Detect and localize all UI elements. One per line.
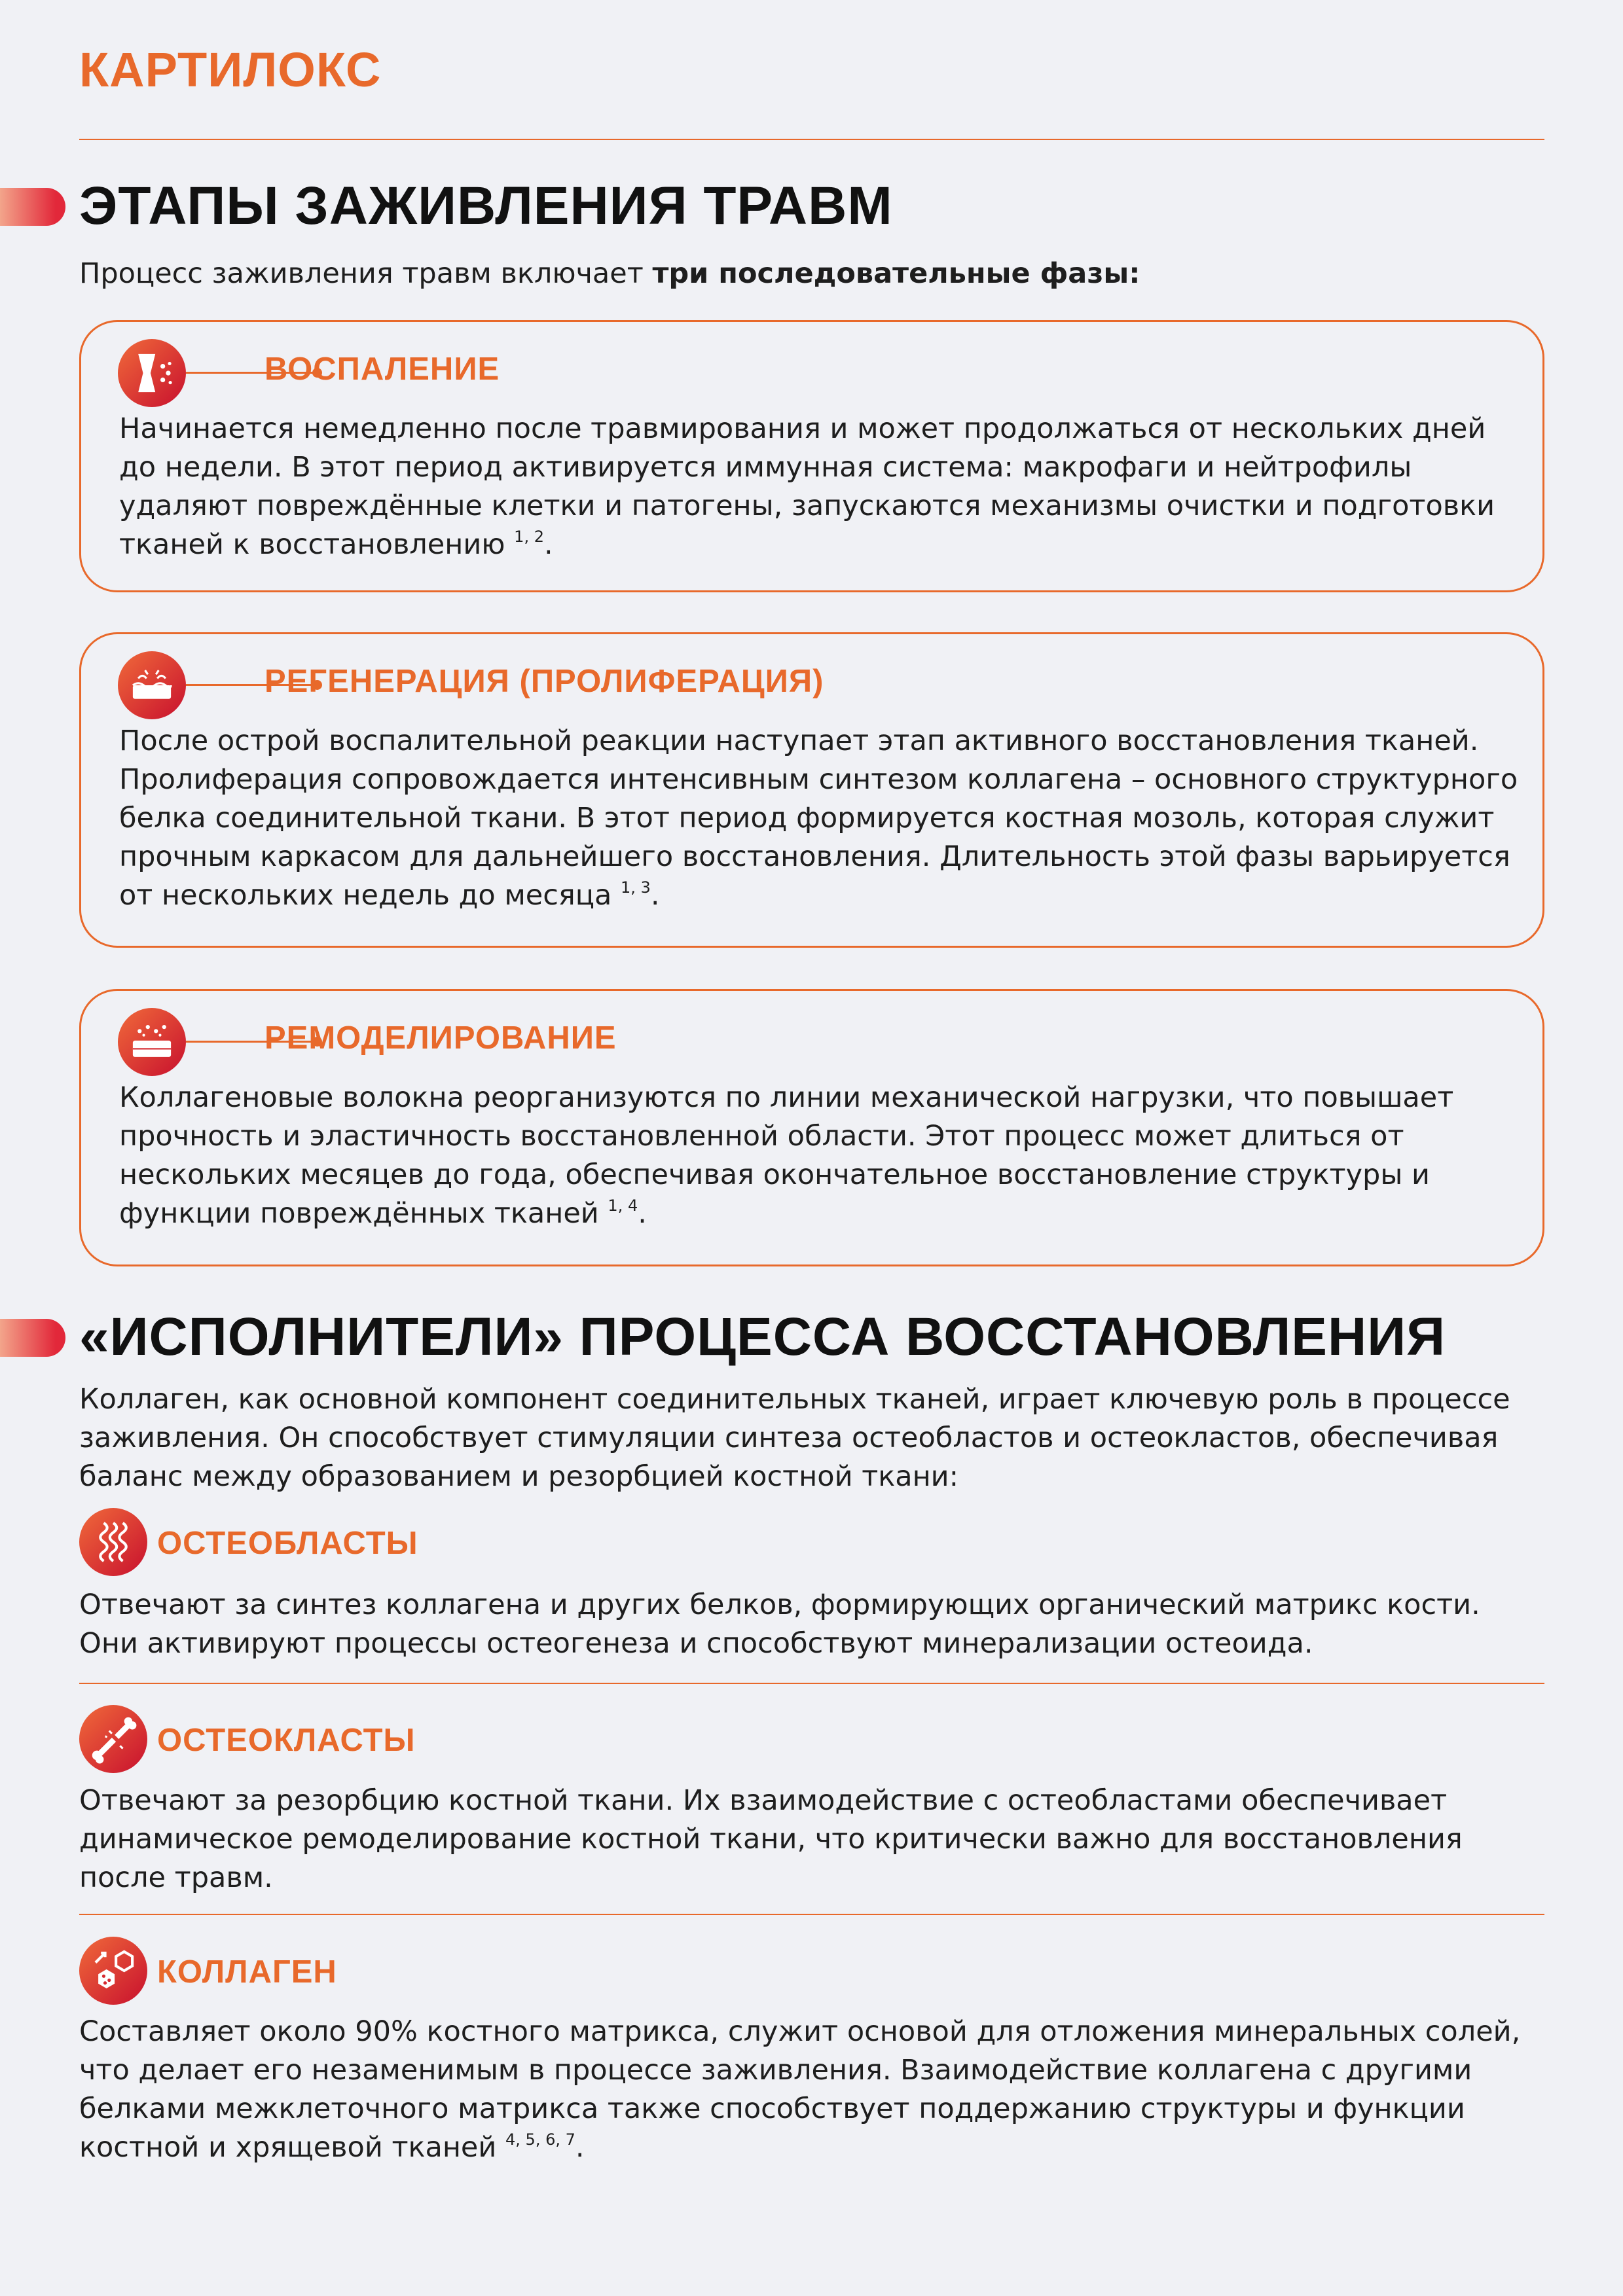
inflamed-joint-icon bbox=[118, 339, 186, 407]
section-intro: Процесс заживления травм включает три последовательные фазы: bbox=[79, 257, 1140, 290]
phase-card-remodeling bbox=[79, 989, 1544, 1266]
actor-title-osteoclasts: ОСТЕОКЛАСТЫ bbox=[157, 1723, 416, 1758]
phase-text: Начинается немедленно после травмирования и может продолжаться от нескольких дней до недели. В этот период активируется иммунная система: макрофаги и нейтрофилы удаляют повреждённые клетки и патогены, запускаются механизмы очистки и подготовки тканей к восстановлению $^{1, 2}$. bbox=[119, 412, 1495, 561]
actor-text-collagen: Составляет около 90% костного матрикса, служит основой для отложения минеральных солей, что делает его незаменимым в процессе заживления. Взаимодействие коллагена с другими белками межклеточного матрикса также способствует поддержанию структуры и функции костной и хрящевой тканей $^{4, 5, 6, 7}$. bbox=[79, 2015, 1521, 2164]
section-marker-bar bbox=[0, 188, 65, 226]
phase-text: Коллагеновые волокна реорганизуются по линии механической нагрузки, что повышает прочность и эластичность восстановленной области. Этот процесс может длиться от нескольких месяцев до года, обеспечивая окончательное восстановление структуры и функции повреждённых тканей $^{1, 4}$. bbox=[119, 1081, 1454, 1230]
section-intro: Коллаген, как основной компонент соединительных тканей, играет ключевую роль в процессе заживления. Он способствует стимуляции синтеза остеобластов и остеокластов, обеспечивая баланс между образованием и резорбцией костной ткани: bbox=[79, 1383, 1510, 1493]
actor-divider bbox=[79, 1683, 1544, 1684]
phase-title: РЕМОДЕЛИРОВАНИЕ bbox=[264, 1020, 617, 1056]
actor-title-collagen: КОЛЛАГЕН bbox=[157, 1954, 337, 1990]
actor-text-osteoclasts: Отвечают за резорбцию костной ткани. Их взаимодействие с остеобластами обеспечивает динамическое ремоделирование костной ткани, что критически важно для восстановления после травм. bbox=[79, 1784, 1463, 1894]
phase-title: РЕГЕНЕРАЦИЯ (ПРОЛИФЕРАЦИЯ) bbox=[264, 664, 824, 699]
actor-text-osteoblasts: Отвечают за синтез коллагена и других белков, формирующих органический матрикс кости. Они активируют процессы остеогенеза и способствуют минерализации остеоида. bbox=[79, 1588, 1480, 1660]
collagen-helix-icon bbox=[79, 1508, 147, 1576]
actor-divider bbox=[79, 1914, 1544, 1915]
collagen-molecule-icon bbox=[79, 1937, 147, 2005]
phase-text: После острой воспалительной реакции наступает этап активного восстановления тканей. Пролиферация сопровождается интенсивным синтезом коллагена – основного структурного белка соединительной ткани. В этот период формируется костная мозоль, которая служит прочным каркасом для дальнейшего восстановления. Длительность этой фазы варьируется от нескольких недель до месяца $^{1, 3}$. bbox=[119, 725, 1518, 912]
phase-card-regeneration bbox=[79, 632, 1544, 948]
phase-card-inflammation bbox=[79, 320, 1544, 592]
tissue-regeneration-icon bbox=[118, 651, 186, 719]
section-marker-bar bbox=[0, 1319, 65, 1357]
section-title-healing-stages: ЭТАПЫ ЗАЖИВЛЕНИЯ ТРАВМ bbox=[79, 176, 893, 236]
section-title-recovery-actors: «ИСПОЛНИТЕЛИ» ПРОЦЕССА ВОССТАНОВЛЕНИЯ bbox=[79, 1307, 1446, 1367]
actor-title-osteoblasts: ОСТЕОБЛАСТЫ bbox=[157, 1526, 418, 1561]
tissue-remodeling-icon bbox=[118, 1008, 186, 1076]
bone-fracture-icon bbox=[79, 1705, 147, 1773]
brand-logo: КАРТИЛОКС bbox=[79, 43, 382, 97]
header-divider bbox=[79, 139, 1544, 140]
phase-title: ВОСПАЛЕНИЕ bbox=[264, 351, 500, 387]
